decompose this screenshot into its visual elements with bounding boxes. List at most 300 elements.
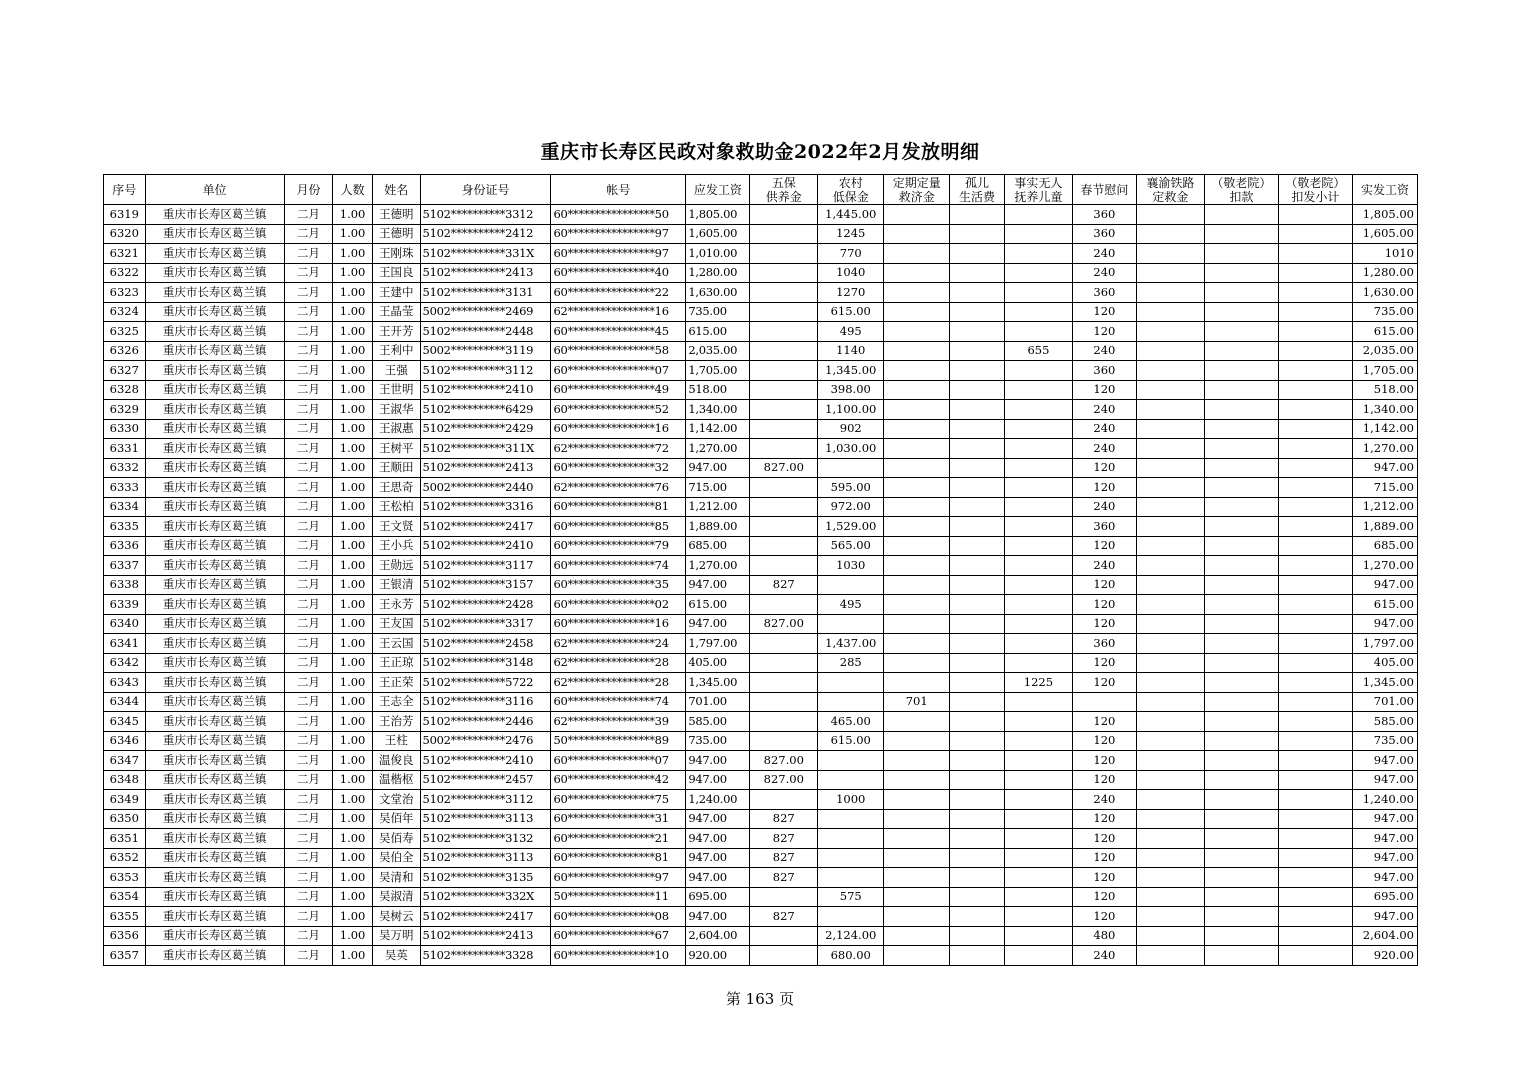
cell-unsupported-child (1004, 517, 1072, 537)
cell-gross-pay: 947.00 (686, 458, 750, 478)
cell-account: 60****************81 (551, 848, 686, 868)
cell-railway-relief (1136, 575, 1204, 595)
cell-unit: 重庆市长寿区葛兰镇 (145, 790, 284, 810)
cell-rural-subsistence: 565.00 (818, 536, 884, 556)
cell-name: 王云国 (372, 634, 420, 654)
cell-persons: 1.00 (333, 205, 373, 225)
cell-rural-subsistence (818, 907, 884, 927)
cell-orphan-allowance (950, 731, 1005, 751)
cell-nursing-home-subtotal (1278, 848, 1352, 868)
cell-net-pay: 947.00 (1352, 868, 1417, 888)
cell-unsupported-child (1004, 478, 1072, 498)
cell-railway-relief (1136, 224, 1204, 244)
cell-fixed-relief (884, 439, 950, 459)
cell-railway-relief (1136, 770, 1204, 790)
header-five-guarantee: 五保 供养金 (750, 175, 818, 205)
cell-unsupported-child (1004, 887, 1072, 907)
header-railway-relief: 襄渝铁路 定救金 (1136, 175, 1204, 205)
cell-account: 60****************49 (551, 380, 686, 400)
cell-month: 二月 (284, 946, 333, 966)
cell-account: 60****************07 (551, 751, 686, 771)
cell-name: 王德明 (372, 205, 420, 225)
cell-railway-relief (1136, 361, 1204, 381)
cell-gross-pay: 947.00 (686, 809, 750, 829)
cell-gross-pay: 1,280.00 (686, 263, 750, 283)
cell-fixed-relief (884, 770, 950, 790)
cell-nursing-home-deduction (1204, 712, 1278, 732)
cell-persons: 1.00 (333, 673, 373, 693)
cell-nursing-home-subtotal (1278, 946, 1352, 966)
cell-month: 二月 (284, 322, 333, 342)
cell-account: 60****************85 (551, 517, 686, 537)
cell-nursing-home-deduction (1204, 263, 1278, 283)
cell-railway-relief (1136, 634, 1204, 654)
cell-name: 吴清和 (372, 868, 420, 888)
cell-net-pay: 947.00 (1352, 770, 1417, 790)
cell-nursing-home-subtotal (1278, 380, 1352, 400)
cell-spring-festival: 120 (1072, 536, 1136, 556)
cell-fixed-relief (884, 595, 950, 615)
table-row (104, 302, 1418, 322)
cell-unsupported-child (1004, 731, 1072, 751)
cell-account: 62****************24 (551, 634, 686, 654)
cell-persons: 1.00 (333, 244, 373, 264)
cell-railway-relief (1136, 868, 1204, 888)
cell-net-pay: 1,270.00 (1352, 556, 1417, 576)
header-nursing-home-deduction: （敬老院） 扣款 (1204, 175, 1278, 205)
cell-persons: 1.00 (333, 361, 373, 381)
cell-rural-subsistence (818, 458, 884, 478)
table-row (104, 653, 1418, 673)
cell-account: 60****************10 (551, 946, 686, 966)
cell-net-pay: 1,240.00 (1352, 790, 1417, 810)
cell-unsupported-child (1004, 263, 1072, 283)
cell-orphan-allowance (950, 556, 1005, 576)
cell-nursing-home-deduction (1204, 926, 1278, 946)
cell-name: 王顺田 (372, 458, 420, 478)
cell-month: 二月 (284, 263, 333, 283)
cell-five-guarantee (750, 887, 818, 907)
cell-name: 王建中 (372, 283, 420, 303)
cell-nursing-home-deduction (1204, 946, 1278, 966)
cell-month: 二月 (284, 419, 333, 439)
table-row (104, 283, 1418, 303)
cell-spring-festival: 360 (1072, 634, 1136, 654)
cell-orphan-allowance (950, 341, 1005, 361)
cell-unsupported-child (1004, 751, 1072, 771)
table-row (104, 868, 1418, 888)
table-row (104, 848, 1418, 868)
cell-railway-relief (1136, 614, 1204, 634)
cell-name: 王文贤 (372, 517, 420, 537)
cell-spring-festival: 360 (1072, 205, 1136, 225)
cell-id-number: 5102**********2410 (420, 751, 551, 771)
cell-fixed-relief (884, 341, 950, 361)
cell-persons: 1.00 (333, 634, 373, 654)
cell-five-guarantee: 827.00 (750, 458, 818, 478)
cell-net-pay: 615.00 (1352, 595, 1417, 615)
cell-account: 60****************07 (551, 361, 686, 381)
cell-fixed-relief (884, 790, 950, 810)
cell-name: 王德明 (372, 224, 420, 244)
cell-net-pay: 735.00 (1352, 731, 1417, 751)
cell-persons: 1.00 (333, 458, 373, 478)
cell-five-guarantee (750, 439, 818, 459)
cell-fixed-relief (884, 946, 950, 966)
table-header-row (104, 175, 1418, 205)
cell-nursing-home-deduction (1204, 848, 1278, 868)
table-row (104, 926, 1418, 946)
cell-account: 60****************97 (551, 868, 686, 888)
table-row (104, 770, 1418, 790)
cell-five-guarantee (750, 790, 818, 810)
cell-account: 60****************22 (551, 283, 686, 303)
cell-persons: 1.00 (333, 614, 373, 634)
cell-orphan-allowance (950, 614, 1005, 634)
cell-account: 60****************74 (551, 556, 686, 576)
cell-fixed-relief (884, 497, 950, 517)
cell-nursing-home-deduction (1204, 341, 1278, 361)
cell-rural-subsistence: 1140 (818, 341, 884, 361)
cell-name: 王柱 (372, 731, 420, 751)
cell-spring-festival: 120 (1072, 887, 1136, 907)
table-row (104, 692, 1418, 712)
cell-railway-relief (1136, 887, 1204, 907)
cell-nursing-home-deduction (1204, 517, 1278, 537)
cell-spring-festival: 120 (1072, 614, 1136, 634)
cell-nursing-home-deduction (1204, 419, 1278, 439)
cell-railway-relief (1136, 692, 1204, 712)
cell-orphan-allowance (950, 712, 1005, 732)
cell-nursing-home-deduction (1204, 770, 1278, 790)
cell-name: 王勋远 (372, 556, 420, 576)
cell-rural-subsistence: 902 (818, 419, 884, 439)
cell-id-number: 5102**********6429 (420, 400, 551, 420)
table-row (104, 244, 1418, 264)
cell-nursing-home-subtotal (1278, 556, 1352, 576)
cell-nursing-home-deduction (1204, 809, 1278, 829)
cell-seq: 6331 (104, 439, 146, 459)
cell-account: 62****************39 (551, 712, 686, 732)
cell-nursing-home-subtotal (1278, 497, 1352, 517)
cell-seq: 6351 (104, 829, 146, 849)
cell-gross-pay: 585.00 (686, 712, 750, 732)
cell-nursing-home-subtotal (1278, 751, 1352, 771)
cell-account: 60****************35 (551, 575, 686, 595)
cell-name: 王永芳 (372, 595, 420, 615)
cell-seq: 6349 (104, 790, 146, 810)
cell-unit: 重庆市长寿区葛兰镇 (145, 478, 284, 498)
header-id-number: 身份证号 (420, 175, 551, 205)
cell-unit: 重庆市长寿区葛兰镇 (145, 575, 284, 595)
cell-id-number: 5102**********3113 (420, 809, 551, 829)
cell-spring-festival: 120 (1072, 907, 1136, 927)
table-row (104, 380, 1418, 400)
cell-rural-subsistence (818, 868, 884, 888)
cell-id-number: 5002**********3119 (420, 341, 551, 361)
cell-gross-pay: 735.00 (686, 731, 750, 751)
cell-id-number: 5102**********3112 (420, 790, 551, 810)
cell-five-guarantee: 827 (750, 829, 818, 849)
cell-id-number: 5102**********2429 (420, 419, 551, 439)
cell-orphan-allowance (950, 400, 1005, 420)
cell-unsupported-child (1004, 848, 1072, 868)
cell-railway-relief (1136, 205, 1204, 225)
cell-rural-subsistence: 1000 (818, 790, 884, 810)
table-row (104, 224, 1418, 244)
cell-five-guarantee (750, 673, 818, 693)
cell-seq: 6350 (104, 809, 146, 829)
cell-month: 二月 (284, 634, 333, 654)
cell-seq: 6357 (104, 946, 146, 966)
cell-fixed-relief (884, 634, 950, 654)
cell-net-pay: 1,805.00 (1352, 205, 1417, 225)
cell-railway-relief (1136, 517, 1204, 537)
cell-rural-subsistence: 1245 (818, 224, 884, 244)
cell-spring-festival: 360 (1072, 361, 1136, 381)
cell-month: 二月 (284, 341, 333, 361)
cell-orphan-allowance (950, 692, 1005, 712)
cell-nursing-home-deduction (1204, 224, 1278, 244)
cell-month: 二月 (284, 478, 333, 498)
cell-seq: 6326 (104, 341, 146, 361)
cell-unsupported-child (1004, 458, 1072, 478)
cell-account: 60****************45 (551, 322, 686, 342)
cell-nursing-home-subtotal (1278, 653, 1352, 673)
table-row (104, 634, 1418, 654)
cell-spring-festival: 120 (1072, 751, 1136, 771)
cell-gross-pay: 1,889.00 (686, 517, 750, 537)
cell-five-guarantee (750, 595, 818, 615)
cell-nursing-home-subtotal (1278, 790, 1352, 810)
cell-month: 二月 (284, 536, 333, 556)
cell-nursing-home-deduction (1204, 868, 1278, 888)
cell-nursing-home-deduction (1204, 653, 1278, 673)
cell-account: 60****************97 (551, 224, 686, 244)
cell-orphan-allowance (950, 478, 1005, 498)
cell-nursing-home-deduction (1204, 595, 1278, 615)
cell-unsupported-child (1004, 946, 1072, 966)
cell-nursing-home-deduction (1204, 887, 1278, 907)
cell-net-pay: 715.00 (1352, 478, 1417, 498)
cell-spring-festival: 240 (1072, 497, 1136, 517)
cell-unit: 重庆市长寿区葛兰镇 (145, 536, 284, 556)
cell-five-guarantee (750, 283, 818, 303)
cell-net-pay: 1,142.00 (1352, 419, 1417, 439)
cell-name: 王正荣 (372, 673, 420, 693)
cell-orphan-allowance (950, 907, 1005, 927)
cell-month: 二月 (284, 692, 333, 712)
table-row (104, 946, 1418, 966)
cell-id-number: 5102**********3116 (420, 692, 551, 712)
table-row (104, 751, 1418, 771)
header-seq: 序号 (104, 175, 146, 205)
cell-fixed-relief (884, 224, 950, 244)
cell-gross-pay: 1,270.00 (686, 439, 750, 459)
cell-railway-relief (1136, 556, 1204, 576)
cell-seq: 6328 (104, 380, 146, 400)
cell-persons: 1.00 (333, 751, 373, 771)
cell-seq: 6322 (104, 263, 146, 283)
cell-rural-subsistence (818, 692, 884, 712)
cell-spring-festival: 240 (1072, 244, 1136, 264)
cell-unsupported-child (1004, 790, 1072, 810)
cell-nursing-home-deduction (1204, 751, 1278, 771)
cell-unit: 重庆市长寿区葛兰镇 (145, 673, 284, 693)
cell-unit: 重庆市长寿区葛兰镇 (145, 653, 284, 673)
table-row (104, 595, 1418, 615)
cell-nursing-home-subtotal (1278, 809, 1352, 829)
table-row (104, 478, 1418, 498)
cell-seq: 6333 (104, 478, 146, 498)
table-row (104, 439, 1418, 459)
header-nursing-home-subtotal: （敬老院） 扣发小计 (1278, 175, 1352, 205)
cell-unsupported-child (1004, 926, 1072, 946)
cell-seq: 6323 (104, 283, 146, 303)
cell-orphan-allowance (950, 283, 1005, 303)
cell-name: 吴万明 (372, 926, 420, 946)
cell-persons: 1.00 (333, 517, 373, 537)
table-row (104, 536, 1418, 556)
cell-orphan-allowance (950, 848, 1005, 868)
cell-seq: 6342 (104, 653, 146, 673)
cell-five-guarantee (750, 926, 818, 946)
cell-rural-subsistence: 1040 (818, 263, 884, 283)
cell-name: 王淑华 (372, 400, 420, 420)
cell-rural-subsistence: 2,124.00 (818, 926, 884, 946)
cell-rural-subsistence: 398.00 (818, 380, 884, 400)
cell-account: 62****************76 (551, 478, 686, 498)
cell-net-pay: 1,630.00 (1352, 283, 1417, 303)
cell-persons: 1.00 (333, 322, 373, 342)
cell-net-pay: 735.00 (1352, 302, 1417, 322)
cell-account: 60****************52 (551, 400, 686, 420)
cell-rural-subsistence: 595.00 (818, 478, 884, 498)
cell-unit: 重庆市长寿区葛兰镇 (145, 907, 284, 927)
cell-railway-relief (1136, 946, 1204, 966)
cell-id-number: 5002**********2476 (420, 731, 551, 751)
cell-seq: 6334 (104, 497, 146, 517)
table-row (104, 517, 1418, 537)
cell-seq: 6341 (104, 634, 146, 654)
cell-fixed-relief (884, 614, 950, 634)
cell-fixed-relief (884, 517, 950, 537)
cell-net-pay: 947.00 (1352, 614, 1417, 634)
cell-unit: 重庆市长寿区葛兰镇 (145, 322, 284, 342)
cell-rural-subsistence: 1,100.00 (818, 400, 884, 420)
cell-unit: 重庆市长寿区葛兰镇 (145, 497, 284, 517)
cell-five-guarantee (750, 712, 818, 732)
cell-unit: 重庆市长寿区葛兰镇 (145, 458, 284, 478)
cell-unsupported-child (1004, 809, 1072, 829)
cell-persons: 1.00 (333, 887, 373, 907)
cell-fixed-relief (884, 926, 950, 946)
cell-month: 二月 (284, 439, 333, 459)
cell-unit: 重庆市长寿区葛兰镇 (145, 809, 284, 829)
cell-gross-pay: 947.00 (686, 868, 750, 888)
cell-fixed-relief (884, 536, 950, 556)
cell-id-number: 5102**********3317 (420, 614, 551, 634)
cell-rural-subsistence: 1,437.00 (818, 634, 884, 654)
cell-fixed-relief (884, 302, 950, 322)
cell-railway-relief (1136, 244, 1204, 264)
cell-gross-pay: 1,797.00 (686, 634, 750, 654)
cell-orphan-allowance (950, 380, 1005, 400)
cell-unit: 重庆市长寿区葛兰镇 (145, 361, 284, 381)
cell-seq: 6335 (104, 517, 146, 537)
cell-unit: 重庆市长寿区葛兰镇 (145, 770, 284, 790)
cell-month: 二月 (284, 595, 333, 615)
cell-railway-relief (1136, 926, 1204, 946)
cell-account: 60****************75 (551, 790, 686, 810)
cell-unit: 重庆市长寿区葛兰镇 (145, 692, 284, 712)
cell-net-pay: 947.00 (1352, 829, 1417, 849)
cell-unsupported-child (1004, 302, 1072, 322)
cell-gross-pay: 947.00 (686, 770, 750, 790)
cell-net-pay: 585.00 (1352, 712, 1417, 732)
cell-net-pay: 695.00 (1352, 887, 1417, 907)
cell-persons: 1.00 (333, 224, 373, 244)
cell-orphan-allowance (950, 790, 1005, 810)
cell-account: 60****************81 (551, 497, 686, 517)
cell-five-guarantee: 827.00 (750, 751, 818, 771)
cell-five-guarantee (750, 205, 818, 225)
cell-unit: 重庆市长寿区葛兰镇 (145, 400, 284, 420)
cell-fixed-relief (884, 205, 950, 225)
cell-unsupported-child (1004, 907, 1072, 927)
cell-nursing-home-deduction (1204, 536, 1278, 556)
cell-gross-pay: 947.00 (686, 907, 750, 927)
cell-orphan-allowance (950, 517, 1005, 537)
cell-nursing-home-subtotal (1278, 205, 1352, 225)
cell-railway-relief (1136, 283, 1204, 303)
cell-spring-festival: 120 (1072, 575, 1136, 595)
cell-five-guarantee (750, 224, 818, 244)
cell-nursing-home-subtotal (1278, 517, 1352, 537)
cell-fixed-relief (884, 244, 950, 264)
cell-month: 二月 (284, 926, 333, 946)
cell-persons: 1.00 (333, 556, 373, 576)
cell-month: 二月 (284, 361, 333, 381)
cell-nursing-home-subtotal (1278, 341, 1352, 361)
cell-rural-subsistence: 465.00 (818, 712, 884, 732)
cell-railway-relief (1136, 380, 1204, 400)
cell-nursing-home-deduction (1204, 575, 1278, 595)
cell-net-pay: 947.00 (1352, 575, 1417, 595)
page-number: 第 163 页 (725, 990, 795, 1008)
cell-month: 二月 (284, 770, 333, 790)
cell-id-number: 5002**********2440 (420, 478, 551, 498)
cell-unit: 重庆市长寿区葛兰镇 (145, 614, 284, 634)
cell-nursing-home-deduction (1204, 692, 1278, 712)
cell-nursing-home-deduction (1204, 458, 1278, 478)
cell-five-guarantee (750, 946, 818, 966)
cell-gross-pay: 947.00 (686, 848, 750, 868)
cell-nursing-home-subtotal (1278, 400, 1352, 420)
cell-gross-pay: 615.00 (686, 322, 750, 342)
cell-nursing-home-subtotal (1278, 244, 1352, 264)
cell-unit: 重庆市长寿区葛兰镇 (145, 205, 284, 225)
cell-unit: 重庆市长寿区葛兰镇 (145, 244, 284, 264)
cell-orphan-allowance (950, 575, 1005, 595)
cell-net-pay: 615.00 (1352, 322, 1417, 342)
cell-orphan-allowance (950, 205, 1005, 225)
cell-railway-relief (1136, 712, 1204, 732)
cell-net-pay: 947.00 (1352, 848, 1417, 868)
cell-railway-relief (1136, 653, 1204, 673)
cell-five-guarantee (750, 341, 818, 361)
cell-month: 二月 (284, 751, 333, 771)
